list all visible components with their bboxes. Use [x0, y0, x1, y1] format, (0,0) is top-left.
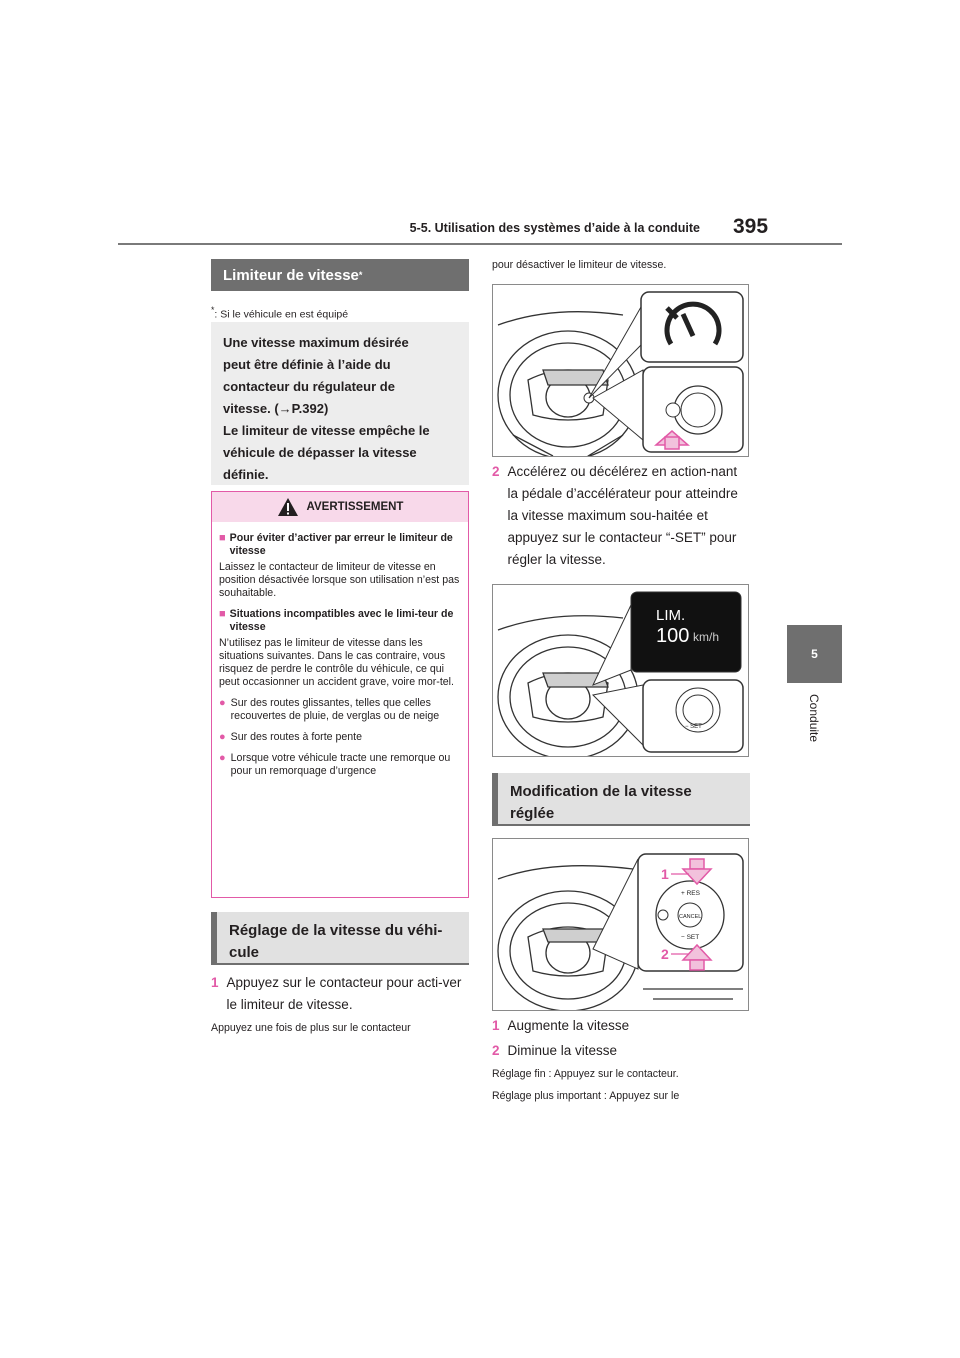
- section-header: 5-5. Utilisation des systèmes d’aide à la conduite: [409, 221, 700, 235]
- step-text: Accélérez ou décélérez en action-nant la pédale d’accélérateur pour atteindre la vitesse maximum sou-haitée et appuyez sur le contacteur “-SET” pour régler la vitesse.: [507, 464, 738, 567]
- list-text: Augmente la vitesse: [507, 1018, 630, 1033]
- step-1-note-cont: pour désactiver le limiteur de vitesse.: [492, 259, 667, 271]
- intro-line: définie.: [223, 467, 269, 482]
- steering-illustration: [493, 839, 748, 1010]
- square-bullet-icon: ■: [219, 608, 226, 620]
- figure-set-speed: [492, 584, 749, 757]
- section-title-text: Limiteur de vitesse: [223, 266, 359, 284]
- figure-activate-switch: [492, 284, 749, 457]
- chapter-label: [784, 694, 844, 754]
- switch-res-label: + RES: [681, 890, 700, 897]
- intro-box: [211, 322, 469, 485]
- warning-triangle-icon: [277, 497, 299, 517]
- switch-set-label: − SET: [685, 724, 702, 730]
- intro-line: vitesse. (→P.392): [223, 401, 329, 416]
- list-item-1: [492, 1015, 750, 1037]
- list-number: 1: [492, 1018, 500, 1033]
- section-title-reglage: Réglage de la vitesse du véhi-cule: [211, 912, 469, 965]
- coarse-adjust-note: Réglage plus important : Appuyez sur le: [492, 1090, 680, 1102]
- footnote: [211, 305, 348, 321]
- callout-2: 2: [661, 946, 669, 962]
- step-text: Appuyez sur le contacteur pour acti-ver le limiteur de vitesse.: [226, 975, 462, 1012]
- figure-adjust-speed: [492, 838, 749, 1011]
- footnote-mark: *: [211, 305, 215, 315]
- warning-item-body: Laissez le contacteur de limiteur de vitesse en position désactivée lorsque son utilisation n’est pas souhaitable.: [219, 561, 460, 599]
- warning-bullet: ● Sur des routes à forte pente: [219, 731, 362, 743]
- steering-illustration: [493, 285, 748, 456]
- intro-line: Le limiteur de vitesse empêche le: [223, 423, 430, 438]
- intro-line: contacteur du régulateur de: [223, 379, 395, 394]
- page-number: 395: [733, 215, 769, 238]
- steering-illustration: [493, 585, 748, 756]
- step-1: [211, 972, 469, 1016]
- step-number: 1: [211, 975, 219, 990]
- display-lim: LIM.: [656, 607, 686, 624]
- circle-bullet-icon: ●: [219, 731, 226, 743]
- intro-line: véhicule de dépasser la vitesse: [223, 445, 417, 460]
- intro-line: Une vitesse maximum désirée: [223, 335, 409, 350]
- step-2: [492, 461, 750, 571]
- switch-set-label: − SET: [681, 934, 700, 941]
- fine-adjust-note: Réglage fin : Appuyez sur le contacteur.: [492, 1068, 679, 1080]
- display-speed: 100: [656, 625, 690, 647]
- warning-item-heading: ■ Pour éviter d’activer par erreur le limiteur de vitesse: [219, 532, 453, 557]
- warning-body: [212, 522, 468, 791]
- list-text: Diminue la vitesse: [507, 1043, 618, 1058]
- step-number: 2: [492, 464, 500, 479]
- warning-bullet: ● Sur des routes glissantes, telles que celles recouvertes de pluie, de verglas ou de neige: [219, 697, 440, 722]
- square-bullet-icon: ■: [219, 532, 226, 544]
- warning-item-heading: ■ Situations incompatibles avec le limi-teur de vitesse: [219, 608, 454, 633]
- header-rule: [118, 243, 842, 245]
- footnote-text: : Si le véhicule en est équipé: [214, 308, 349, 321]
- callout-1: 1: [661, 866, 669, 882]
- warning-title: AVERTISSEMENT: [306, 501, 404, 513]
- step-1-note: Appuyez une fois de plus sur le contacteur: [211, 1022, 411, 1034]
- circle-bullet-icon: ●: [219, 697, 226, 709]
- switch-cancel-label: CANCEL: [679, 914, 702, 920]
- list-item-2: [492, 1040, 750, 1062]
- section-title-limiteur: [211, 259, 469, 291]
- display-unit: km/h: [693, 630, 720, 644]
- warning-item-body: N’utilisez pas le limiteur de vitesse dans les situations suivantes. Dans le cas contraire, vous risquez de perdre le contrôle du véhicule, ce qui peut occasionner un accident grave, voire mor-tel.: [219, 637, 454, 688]
- intro-line: peut être définie à l’aide du: [223, 357, 391, 372]
- chapter-tab: 5: [787, 625, 842, 683]
- section-title-modification: Modification de la vitesse réglée: [492, 773, 750, 826]
- circle-bullet-icon: ●: [219, 752, 226, 764]
- list-number: 2: [492, 1043, 500, 1058]
- chapter-label-text: Conduite: [807, 694, 821, 743]
- warning-bullet: ● Lorsque votre véhicule tracte une remorque ou pour un remorquage d’urgence: [219, 752, 451, 777]
- section-title-sup: *: [358, 270, 363, 280]
- warning-box: [211, 491, 469, 898]
- warning-header: [212, 492, 468, 522]
